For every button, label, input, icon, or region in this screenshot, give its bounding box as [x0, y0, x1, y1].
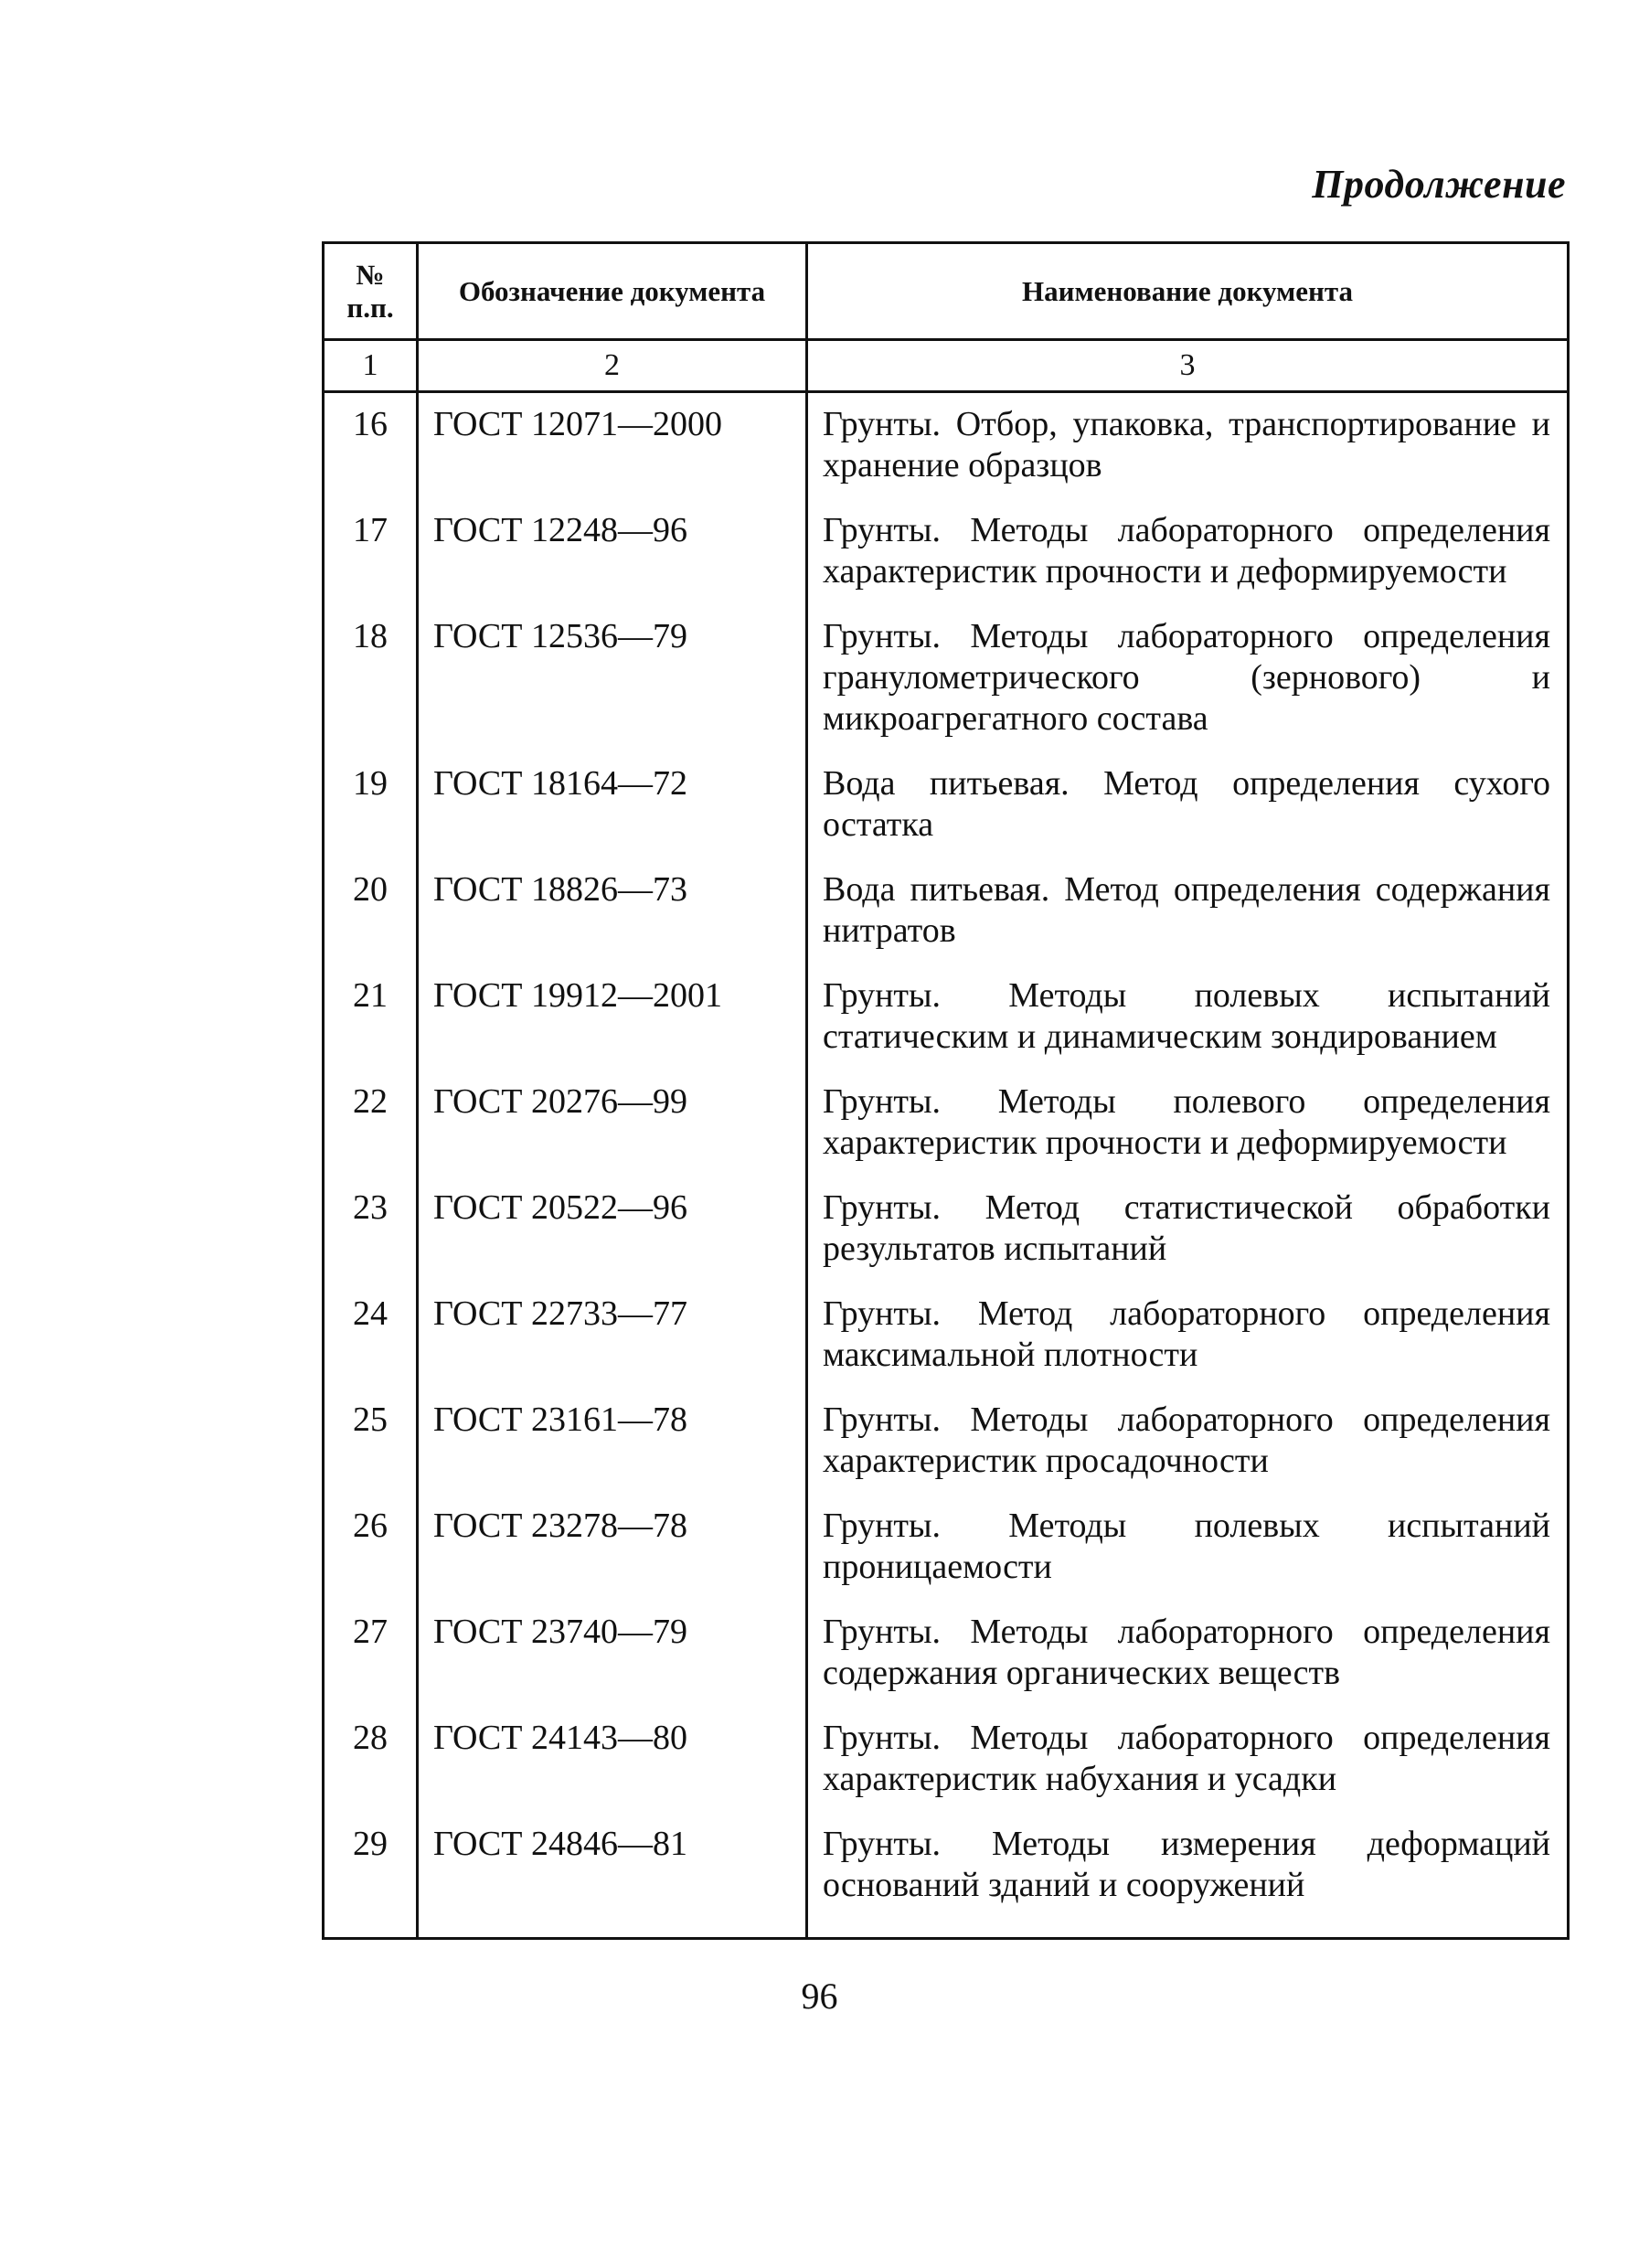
- document-name: Грунты. Метод лабораторного определения максимальной плотности: [807, 1283, 1569, 1389]
- document-name: Грунты. Методы полевых испытаний статическим и динамическим зондированием: [807, 964, 1569, 1070]
- table-row: [324, 1283, 1569, 1389]
- row-number: 23: [324, 1177, 418, 1283]
- document-name: Грунты. Методы измерения деформаций оснований зданий и сооружений: [807, 1813, 1569, 1939]
- document-name: Грунты. Методы лабораторного определения гранулометрического (зернового) и микроагрегатного состава: [807, 605, 1569, 752]
- document-name: Вода питьевая. Метод определения содержания нитратов: [807, 858, 1569, 964]
- document-code: ГОСТ 23161—78: [418, 1389, 807, 1495]
- table-row: [324, 752, 1569, 858]
- document-name: Вода питьевая. Метод определения сухого остатка: [807, 752, 1569, 858]
- table-row: [324, 1707, 1569, 1813]
- header-num: № п.п.: [324, 243, 418, 340]
- table-row: [324, 499, 1569, 605]
- row-number: 19: [324, 752, 418, 858]
- row-number: 24: [324, 1283, 418, 1389]
- table-row: [324, 858, 1569, 964]
- document-name: Грунты. Метод статистической обработки результатов испытаний: [807, 1177, 1569, 1283]
- document-code: ГОСТ 12248—96: [418, 499, 807, 605]
- table-row: [324, 1495, 1569, 1601]
- row-number: 20: [324, 858, 418, 964]
- header-name: Наименование документа: [807, 243, 1569, 340]
- table-row: [324, 1389, 1569, 1495]
- table-row: [324, 1813, 1569, 1939]
- row-number: 27: [324, 1601, 418, 1707]
- column-number-row: [324, 340, 1569, 392]
- row-number: 21: [324, 964, 418, 1070]
- page-number: 96: [801, 1975, 838, 2017]
- document-code: ГОСТ 23278—78: [418, 1495, 807, 1601]
- table-row: [324, 1177, 1569, 1283]
- table-header-row: [324, 243, 1569, 340]
- document-code: ГОСТ 22733—77: [418, 1283, 807, 1389]
- column-number-1: 1: [324, 340, 418, 392]
- document-code: ГОСТ 18164—72: [418, 752, 807, 858]
- standards-table: [322, 241, 1570, 1940]
- column-number-2: 2: [418, 340, 807, 392]
- document-code: ГОСТ 20522—96: [418, 1177, 807, 1283]
- row-number: 17: [324, 499, 418, 605]
- table-row: [324, 1601, 1569, 1707]
- table-row: [324, 392, 1569, 500]
- row-number: 29: [324, 1813, 418, 1939]
- document-name: Грунты. Методы лабораторного определения характеристик набухания и усадки: [807, 1707, 1569, 1813]
- row-number: 26: [324, 1495, 418, 1601]
- column-number-3: 3: [807, 340, 1569, 392]
- table-row: [324, 964, 1569, 1070]
- document-name: Грунты. Отбор, упаковка, транспортирование и хранение образцов: [807, 392, 1569, 500]
- row-number: 18: [324, 605, 418, 752]
- document-code: ГОСТ 12536—79: [418, 605, 807, 752]
- row-number: 22: [324, 1070, 418, 1177]
- table-row: [324, 605, 1569, 752]
- header-code: Обозначение документа: [418, 243, 807, 340]
- document-code: ГОСТ 20276—99: [418, 1070, 807, 1177]
- document-name: Грунты. Методы лабораторного определения характеристик просадочности: [807, 1389, 1569, 1495]
- row-number: 28: [324, 1707, 418, 1813]
- document-code: ГОСТ 24143—80: [418, 1707, 807, 1813]
- document-code: ГОСТ 18826—73: [418, 858, 807, 964]
- document-code: ГОСТ 19912—2001: [418, 964, 807, 1070]
- document-code: ГОСТ 23740—79: [418, 1601, 807, 1707]
- document-name: Грунты. Методы полевых испытаний проницаемости: [807, 1495, 1569, 1601]
- document-code: ГОСТ 24846—81: [418, 1813, 807, 1939]
- row-number: 25: [324, 1389, 418, 1495]
- document-code: ГОСТ 12071—2000: [418, 392, 807, 500]
- document-name: Грунты. Методы лабораторного определения характеристик прочности и деформируемости: [807, 499, 1569, 605]
- document-name: Грунты. Методы полевого определения характеристик прочности и деформируемости: [807, 1070, 1569, 1177]
- document-name: Грунты. Методы лабораторного определения содержания органических веществ: [807, 1601, 1569, 1707]
- table-row: [324, 1070, 1569, 1177]
- row-number: 16: [324, 392, 418, 500]
- continuation-label: Продолжение: [1312, 162, 1566, 207]
